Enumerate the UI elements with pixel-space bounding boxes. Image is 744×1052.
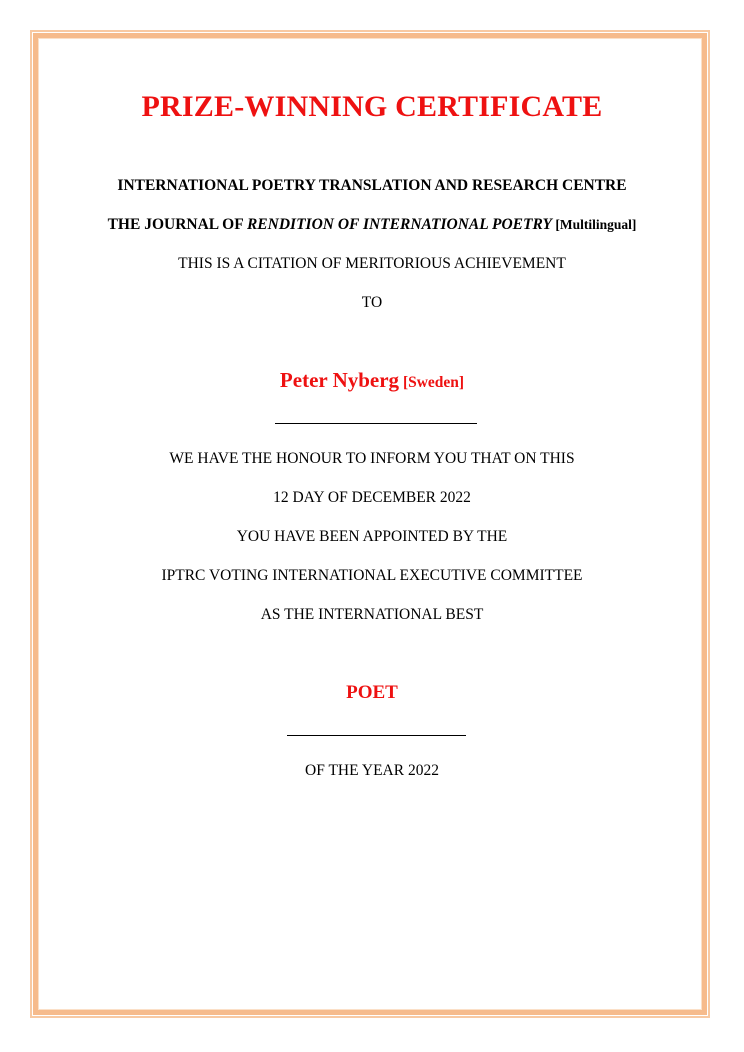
- journal-name: RENDITION OF INTERNATIONAL POETRY: [246, 216, 552, 233]
- honour-text: WE HAVE THE HONOUR TO INFORM YOU THAT ON THIS: [169, 450, 575, 467]
- recipient-country: [Sweden]: [399, 374, 465, 391]
- journal-line: [0, 216, 744, 234]
- organization-name: INTERNATIONAL POETRY TRANSLATION AND RESEARCH CENTRE: [117, 177, 627, 194]
- award-category: POET: [346, 682, 398, 703]
- certificate-title: PRIZE-WINNING CERTIFICATE: [141, 90, 603, 123]
- appointed-text: YOU HAVE BEEN APPOINTED BY THE: [236, 528, 508, 545]
- best-text: AS THE INTERNATIONAL BEST: [260, 606, 484, 623]
- journal-suffix: [Multilingual]: [552, 217, 637, 232]
- recipient-line: [0, 368, 744, 393]
- award-year: OF THE YEAR 2022: [305, 762, 439, 779]
- category-underline: [287, 735, 466, 736]
- award-date: 12 DAY OF DECEMBER 2022: [273, 489, 471, 506]
- citation-text: THIS IS A CITATION OF MERITORIOUS ACHIEVEMENT: [178, 255, 566, 272]
- journal-prefix: THE JOURNAL OF: [107, 216, 247, 233]
- to-text: TO: [361, 294, 383, 311]
- committee-text: IPTRC VOTING INTERNATIONAL EXECUTIVE COMMITTEE: [161, 567, 583, 584]
- recipient-name: Peter Nyberg: [279, 368, 400, 392]
- recipient-underline: [275, 423, 477, 424]
